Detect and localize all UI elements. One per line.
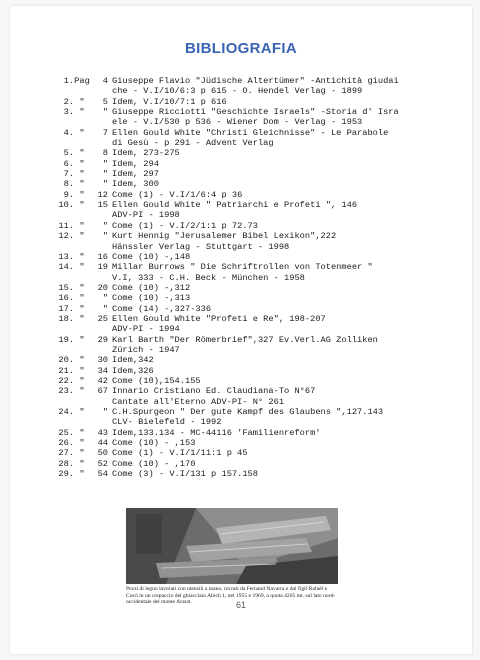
page-ref: " xyxy=(102,303,108,314)
bib-entry xyxy=(46,97,450,107)
entry-number: 3. xyxy=(63,107,74,118)
page-label: " xyxy=(79,107,85,118)
entry-number: 16. xyxy=(58,293,74,304)
bib-entry xyxy=(46,252,450,262)
bib-entry xyxy=(46,200,450,210)
bib-entry xyxy=(46,293,450,303)
entry-text: Giuseppe Ricciotti "Geschichte Israels" -Storia d' Isra xyxy=(112,107,399,118)
bib-entry xyxy=(46,314,450,324)
entry-text: Come (10) -,148 xyxy=(112,251,191,262)
entry-number: 11. xyxy=(58,220,74,231)
wood-fragments-photo xyxy=(126,508,338,584)
entry-number: 18. xyxy=(58,313,74,324)
page-ref: 16 xyxy=(97,251,108,262)
page-ref: " xyxy=(102,231,108,242)
page-ref: 67 xyxy=(97,386,108,397)
photo-illustration xyxy=(126,508,338,584)
entry-text: Idem, 273-275 xyxy=(112,148,180,159)
bib-entry xyxy=(46,438,450,448)
page-ref: 12 xyxy=(97,189,108,200)
entry-number: 15. xyxy=(58,282,74,293)
bib-entry xyxy=(46,376,450,386)
entry-text: Ellen Gould White " Patriarchi e Profeti ", 146 xyxy=(112,200,358,211)
bib-entry xyxy=(46,159,450,169)
page-label: " xyxy=(79,438,85,449)
page-label: " xyxy=(79,293,85,304)
page-label: Pag xyxy=(74,76,90,86)
page-ref: " xyxy=(102,407,108,417)
entry-number: 7. xyxy=(63,169,74,180)
entry-continuation: ADV-PI - 1994 xyxy=(112,324,180,335)
bib-entry xyxy=(46,190,450,200)
page-label: " xyxy=(79,251,85,262)
entry-number: 27. xyxy=(58,448,74,459)
page-label: " xyxy=(79,200,85,211)
entry-number: 4. xyxy=(63,127,74,138)
page-ref: 15 xyxy=(97,200,108,211)
entry-continuation: Hänssler Verlag - Stuttgart - 1998 xyxy=(112,241,290,252)
entry-text: Come (1) - V.I/1/11:1 p 45 xyxy=(112,448,248,459)
entry-text: C.H.Spurgeon " Der gute Kampf des Glaubens ",127.143 xyxy=(112,407,384,417)
bib-entry xyxy=(46,448,450,458)
page-label: " xyxy=(79,189,85,200)
entry-number: 9. xyxy=(63,189,74,200)
page-ref: 4 xyxy=(102,76,108,86)
page-label: " xyxy=(79,158,85,169)
entry-continuation: di Gesù - p 291 - Advent Verlag xyxy=(112,138,274,149)
page-number: 61 xyxy=(235,600,246,610)
page-ref: 42 xyxy=(97,375,108,386)
entry-number: 29. xyxy=(58,469,74,480)
entry-text: Karl Barth "Der Römerbrief",327 Ev.Verl.AG Zolliken xyxy=(112,334,378,345)
page-label: " xyxy=(79,458,85,469)
page-ref: 20 xyxy=(97,282,108,293)
entry-number: 5. xyxy=(63,148,74,159)
bib-entry xyxy=(46,386,450,396)
page-label: " xyxy=(79,282,85,293)
bib-entry xyxy=(46,469,450,479)
entry-text: Millar Burrows " Die Schriftrollen von Totenmeer " xyxy=(112,262,373,273)
page-ref: " xyxy=(102,293,108,304)
entry-text: Come (10) -,312 xyxy=(112,282,191,293)
entry-text: Kurt Hennig "Jerusalemer Bibel Lexikon",222 xyxy=(112,231,337,242)
page-label: " xyxy=(79,220,85,231)
page-ref: " xyxy=(102,220,108,231)
bib-entry xyxy=(46,76,450,86)
entry-number: 10. xyxy=(58,200,74,211)
bib-entry xyxy=(46,428,450,438)
entry-continuation: CLV- Bielefeld - 1992 xyxy=(112,417,222,428)
page-ref: 8 xyxy=(102,148,108,159)
entry-text: Idem,133.134 - MC-44116 'Familienreform' xyxy=(112,427,321,438)
bib-entry xyxy=(46,221,450,231)
photo-figure xyxy=(126,508,338,606)
page-ref: " xyxy=(102,169,108,180)
page-label: " xyxy=(79,334,85,345)
bib-entry xyxy=(46,128,450,138)
entry-number: 24. xyxy=(58,407,74,417)
entry-text: Come (10) - ,170 xyxy=(112,458,196,469)
entry-number: 1. xyxy=(63,76,74,86)
entry-text: Ellen Gould White "Profeti e Re", 198-207 xyxy=(112,313,326,324)
bib-entry xyxy=(46,283,450,293)
entry-text: Come (3) - V.I/131 p 157.158 xyxy=(112,469,258,480)
entry-text: Come (1) - V.I/1/6:4 p 36 xyxy=(112,189,243,200)
page-ref: 44 xyxy=(97,438,108,449)
bib-entry xyxy=(46,231,450,241)
bib-entry xyxy=(46,179,450,189)
page-ref: 25 xyxy=(97,313,108,324)
entry-number: 14. xyxy=(58,262,74,273)
page-ref: 43 xyxy=(97,427,108,438)
entry-text: Ellen Gould White "Christi Gleichnisse" - Le Parabole xyxy=(112,127,389,138)
entry-number: 12. xyxy=(58,231,74,242)
entry-number: 13. xyxy=(58,251,74,262)
page-label: " xyxy=(79,179,85,190)
entry-text: Idem,326 xyxy=(112,365,154,376)
page-ref: 30 xyxy=(97,355,108,366)
bib-entry xyxy=(46,107,450,117)
entry-text: Idem, 294 xyxy=(112,158,159,169)
page-ref: 19 xyxy=(97,262,108,273)
bib-entry xyxy=(46,335,450,345)
bib-entry xyxy=(46,459,450,469)
photo-caption: Pezzi di legno lavorati con utensili a mano, trovati da Fernand Navarra e dai figli Rafaël e Cocò in un crepaccio del ghiacciaio Abich 1, nel 1955 e 1969, a quota 4265 mt. sul lato nord-occidentale del monte Ararat. xyxy=(126,586,336,606)
entry-text: Come (1) - V.I/2/1:1 p 72.73 xyxy=(112,220,258,231)
page-ref: " xyxy=(102,179,108,190)
entry-number: 22. xyxy=(58,375,74,386)
entry-text: Come (14) -,327-336 xyxy=(112,303,212,314)
page-label: " xyxy=(79,127,85,138)
page-ref: " xyxy=(102,107,108,118)
entry-number: 23. xyxy=(58,386,74,397)
entry-continuation: che - V.I/10/6:3 p 615 - O. Hendel Verlag - 1899 xyxy=(112,86,363,97)
bib-entry xyxy=(46,366,450,376)
page-ref: 34 xyxy=(97,365,108,376)
entry-continuation: ele - V.I/530 p 536 - Wiener Dom - Verlag - 1953 xyxy=(112,117,363,128)
entry-continuation: Cantate all'Eterno ADV-PI- N° 261 xyxy=(112,396,285,407)
page-label: " xyxy=(79,355,85,366)
page-label: " xyxy=(79,231,85,242)
page-label: " xyxy=(79,375,85,386)
bib-entry xyxy=(46,407,450,417)
entry-continuation: Zürich - 1947 xyxy=(112,344,180,355)
entry-text: Idem, 300 xyxy=(112,179,159,190)
page-label: " xyxy=(79,469,85,480)
page-label: " xyxy=(79,427,85,438)
entry-number: 21. xyxy=(58,365,74,376)
entry-text: Innario Cristiano Ed. Claudiana-To N°67 xyxy=(112,386,316,397)
entry-number: 19. xyxy=(58,334,74,345)
entry-text: Idem, V.I/10/7:1 p 616 xyxy=(112,96,227,107)
entry-number: 26. xyxy=(58,438,74,449)
page-ref: 52 xyxy=(97,458,108,469)
page-ref: " xyxy=(102,158,108,169)
entry-text: Idem, 297 xyxy=(112,169,159,180)
page-ref: 5 xyxy=(102,96,108,107)
document-page xyxy=(10,6,472,654)
page-label: " xyxy=(79,169,85,180)
page-ref: 29 xyxy=(97,334,108,345)
page-label: " xyxy=(79,262,85,273)
entry-continuation: ADV-PI - 1998 xyxy=(112,210,180,221)
entry-text: Come (10) -,313 xyxy=(112,293,191,304)
entry-text: Come (10) - ,153 xyxy=(112,438,196,449)
bib-entry xyxy=(46,169,450,179)
bib-entry xyxy=(46,262,450,272)
entry-number: 25. xyxy=(58,427,74,438)
page-label: " xyxy=(79,407,85,417)
entry-text: Come (10),154.155 xyxy=(112,375,201,386)
bib-entry xyxy=(46,304,450,314)
bib-entry xyxy=(46,148,450,158)
entry-number: 6. xyxy=(63,158,74,169)
page-label: " xyxy=(79,303,85,314)
page-label: " xyxy=(79,386,85,397)
page-title: BIBLIOGRAFIA xyxy=(185,40,297,57)
page-label: " xyxy=(79,96,85,107)
page-label: " xyxy=(79,313,85,324)
entry-text: Idem,342 xyxy=(112,355,154,366)
page-label: " xyxy=(79,148,85,159)
entry-text: Giuseppe Flavio "Jüdische Altertümer" -Antichità giudai xyxy=(112,76,399,86)
page-ref: 7 xyxy=(102,127,108,138)
entry-continuation: V.I, 333 - C.H. Beck - München - 1958 xyxy=(112,272,305,283)
entry-number: 17. xyxy=(58,303,74,314)
entry-number: 20. xyxy=(58,355,74,366)
entry-number: 8. xyxy=(63,179,74,190)
bib-entry xyxy=(46,355,450,365)
entry-number: 28. xyxy=(58,458,74,469)
entry-number: 2. xyxy=(63,96,74,107)
bibliography-list xyxy=(46,76,450,479)
page-label: " xyxy=(79,365,85,376)
page-label: " xyxy=(79,448,85,459)
page-ref: 50 xyxy=(97,448,108,459)
page-ref: 54 xyxy=(97,469,108,480)
